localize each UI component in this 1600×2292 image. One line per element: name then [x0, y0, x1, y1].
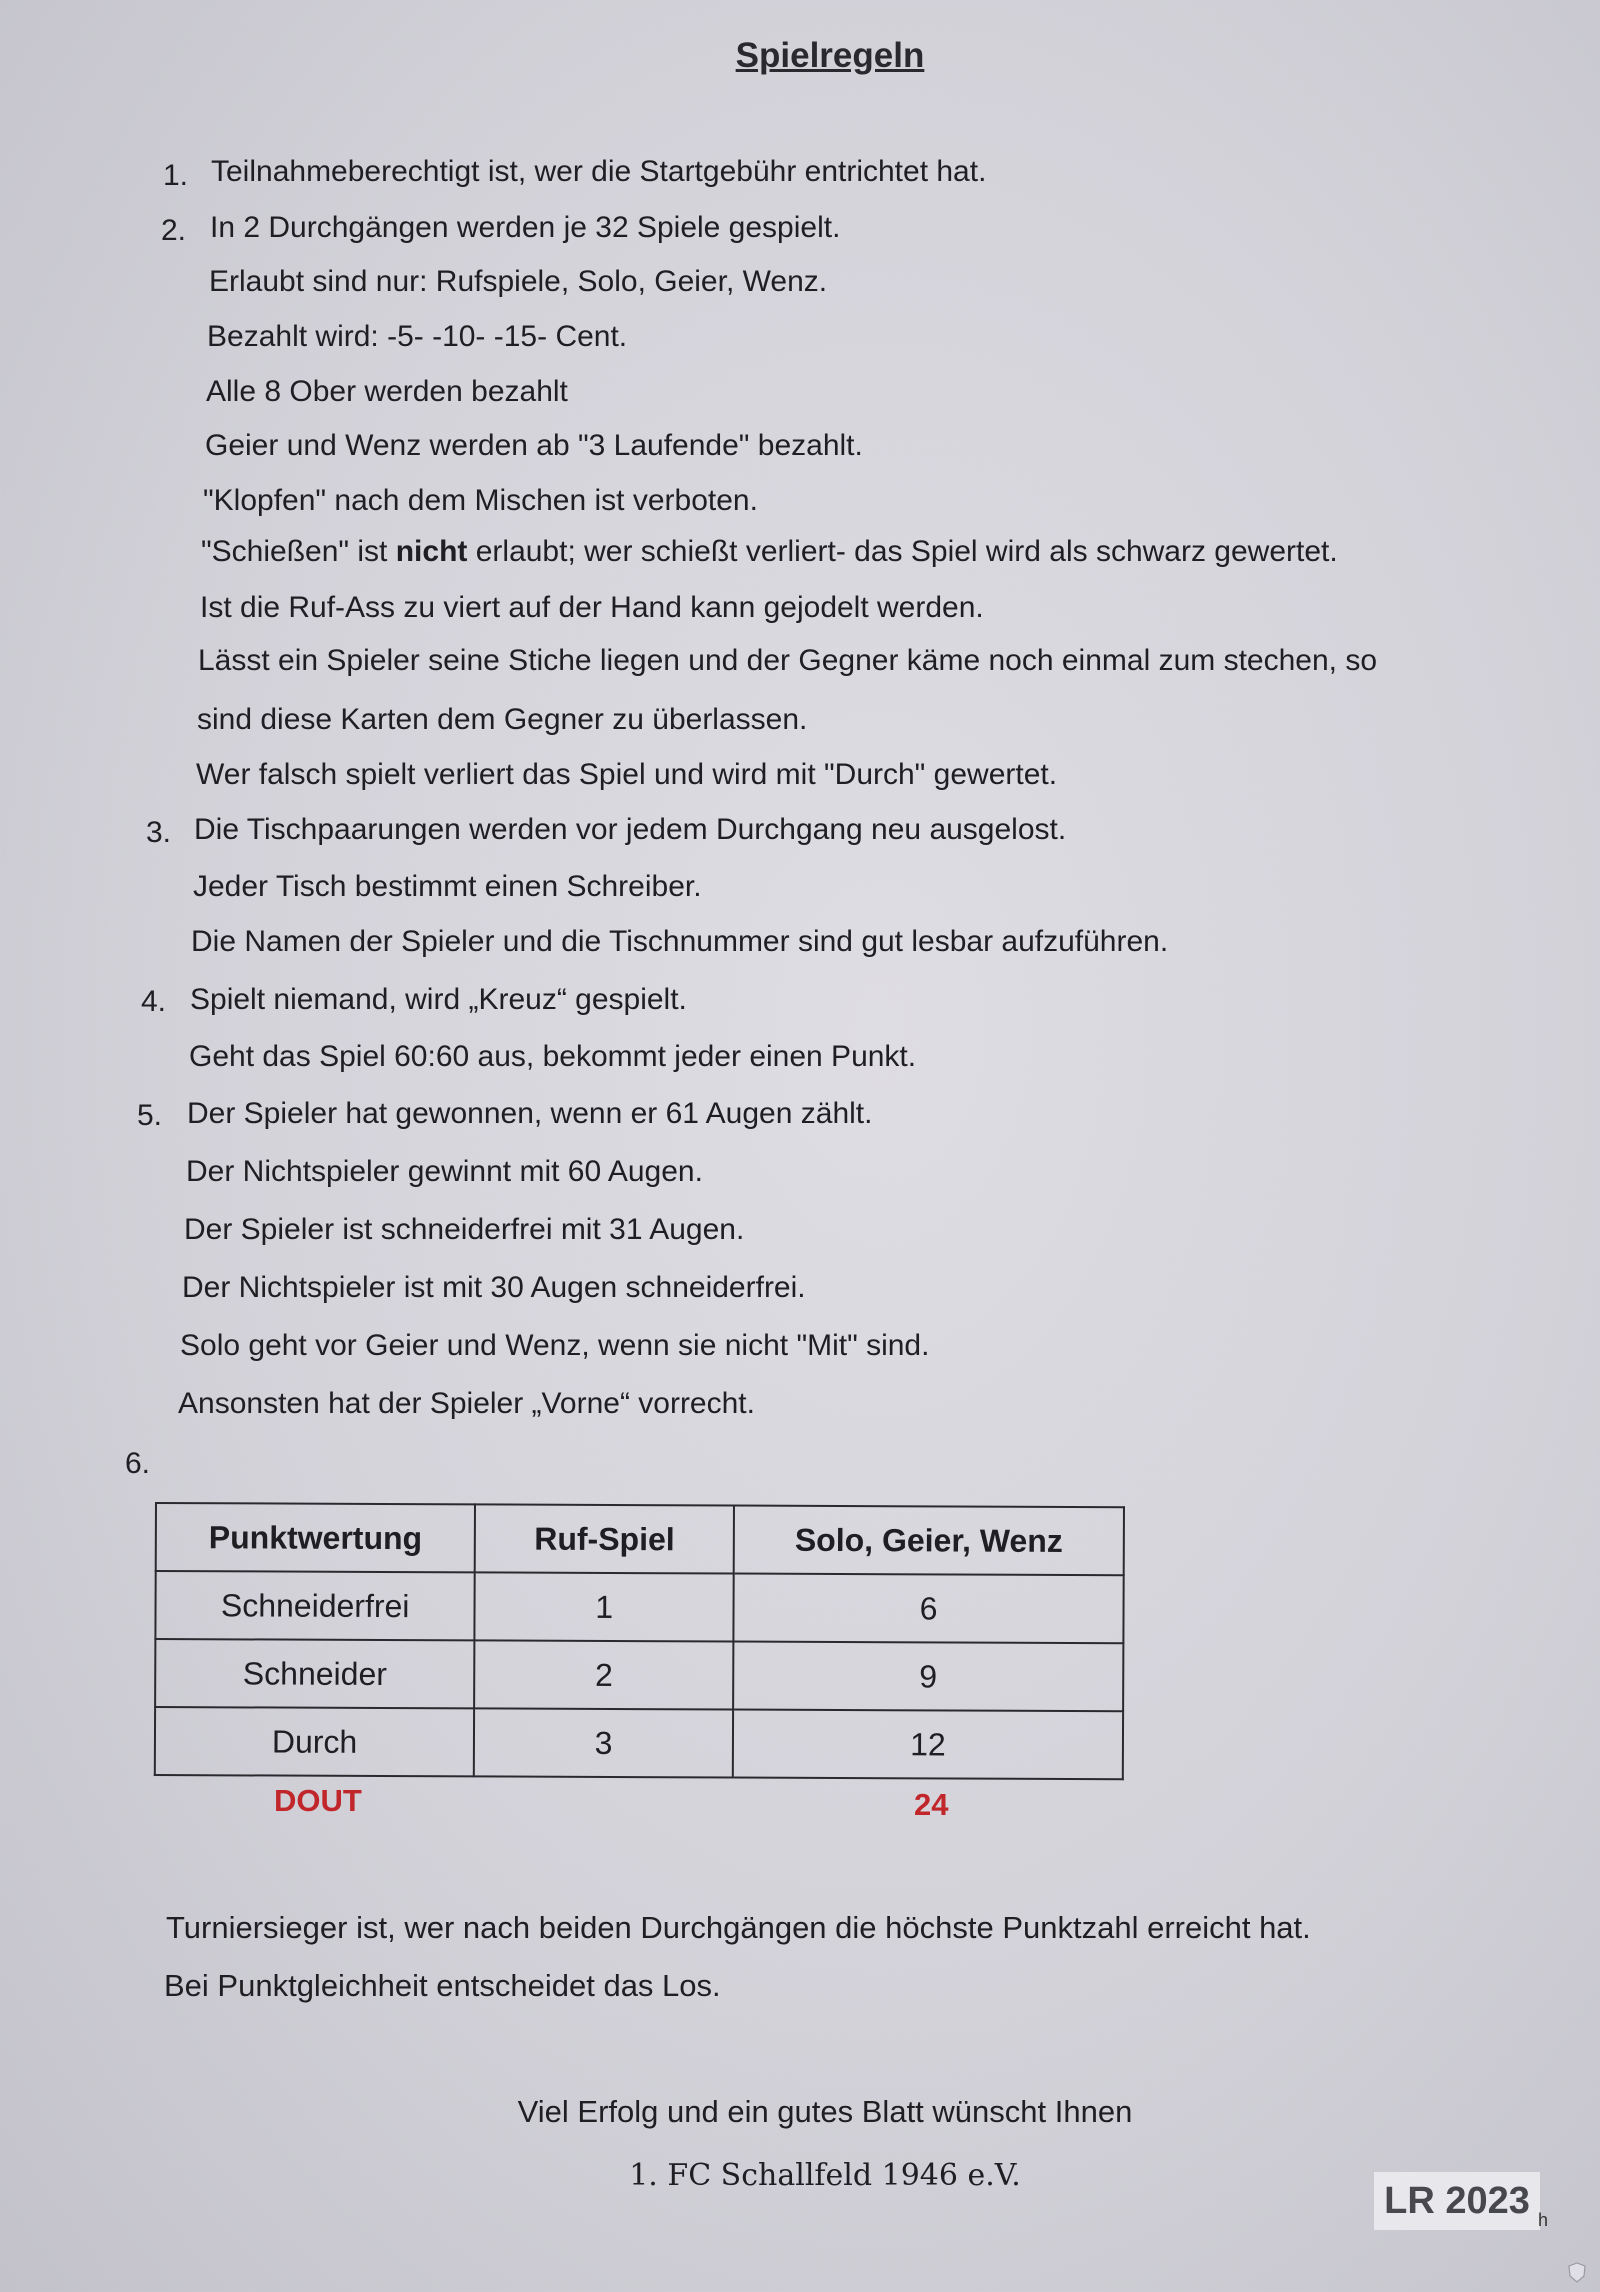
table-header: Ruf-Spiel — [475, 1504, 734, 1573]
rule-line: Erlaubt sind nur: Rufspiele, Solo, Geier, Wenz. — [209, 265, 828, 298]
table-cell: Schneiderfrei — [155, 1571, 475, 1640]
page-title: Spielregeln — [735, 36, 925, 75]
handwritten-note-dout: DOUT — [274, 1783, 362, 1818]
table-cell: Schneider — [155, 1639, 475, 1708]
rule-line: Der Spieler hat gewonnen, wenn er 61 Augen zählt. — [187, 1097, 873, 1130]
watermark-suffix: h — [1538, 2210, 1549, 2230]
rule-number: 6. — [125, 1447, 151, 1480]
watermark-stamp: LR 2023 — [1374, 2172, 1540, 2230]
footer-line: Turniersieger ist, wer nach beiden Durchgängen die höchste Punktzahl erreicht hat. — [166, 1910, 1311, 1945]
rule-line: Geier und Wenz werden ab "3 Laufende" bezahlt. — [205, 429, 863, 462]
footer-line: Bei Punktgleichheit entscheidet das Los. — [164, 1968, 721, 2003]
rule-line: In 2 Durchgängen werden je 32 Spiele gespielt. — [210, 211, 841, 244]
table-header: Solo, Geier, Wenz — [734, 1506, 1124, 1576]
rule-line: Die Tischpaarungen werden vor jedem Durchgang neu ausgelost. — [194, 813, 1067, 846]
rule-line: Solo geht vor Geier und Wenz, wenn sie nicht "Mit" sind. — [180, 1329, 930, 1362]
closing-greeting: Viel Erfolg und ein gutes Blatt wünscht Ihnen — [517, 2094, 1133, 2129]
rule-number: 2. — [161, 214, 187, 247]
table-header: Punktwertung — [156, 1503, 476, 1572]
rule-number: 1. — [163, 159, 189, 192]
table-cell: 9 — [733, 1642, 1123, 1712]
rule-line: Der Nichtspieler ist mit 30 Augen schneiderfrei. — [182, 1271, 806, 1304]
rule-line: Geht das Spiel 60:60 aus, bekommt jeder einen Punkt. — [189, 1040, 917, 1073]
rule-number: 3. — [146, 816, 172, 849]
table-row — [155, 1571, 1123, 1643]
table-cell: 3 — [474, 1708, 733, 1777]
score-table — [154, 1502, 1125, 1780]
rule-line: sind diese Karten dem Gegner zu überlassen. — [197, 703, 808, 736]
rule-line: Lässt ein Spieler seine Stiche liegen und der Gegner käme noch einmal zum stechen, so — [198, 644, 1378, 677]
rule-line: Teilnahmeberechtigt ist, wer die Startgebühr entrichtet hat. — [211, 155, 987, 188]
rule-line: "Klopfen" nach dem Mischen ist verboten. — [203, 484, 758, 517]
rule-line: Die Namen der Spieler und die Tischnummer sind gut lesbar aufzuführen. — [191, 925, 1169, 958]
rule-line: Der Spieler ist schneiderfrei mit 31 Augen. — [184, 1213, 745, 1246]
table-cell: Durch — [155, 1707, 475, 1776]
rule-line: Jeder Tisch bestimmt einen Schreiber. — [193, 870, 702, 903]
rule-line: Ist die Ruf-Ass zu viert auf der Hand kann gejodelt werden. — [200, 591, 984, 624]
table-row — [155, 1639, 1123, 1711]
table-cell: 6 — [733, 1574, 1123, 1644]
rule-number: 5. — [137, 1099, 163, 1132]
rule-line: Spielt niemand, wird „Kreuz“ gespielt. — [190, 983, 687, 1016]
rule-line: Ansonsten hat der Spieler „Vorne“ vorrecht. — [178, 1387, 755, 1420]
rule-line: Bezahlt wird: -5- -10- -15- Cent. — [207, 320, 628, 353]
shield-icon — [1566, 2262, 1588, 2284]
shoot-rule-emphasis: nicht — [395, 535, 468, 568]
table-header-row — [156, 1503, 1124, 1575]
table-cell: 12 — [733, 1710, 1123, 1780]
rule-line: Wer falsch spielt verliert das Spiel und wird mit "Durch" gewertet. — [196, 758, 1058, 791]
rule-line: Der Nichtspieler gewinnt mit 60 Augen. — [186, 1155, 703, 1188]
rule-number: 4. — [141, 985, 167, 1018]
club-name: 1. FC Schallfeld 1946 e.V. — [629, 2158, 1021, 2193]
table-row — [155, 1707, 1123, 1779]
table-cell: 1 — [475, 1572, 734, 1641]
shoot-rule-line: "Schießen" ist nicht erlaubt; wer schießt verliert- das Spiel wird als schwarz gewertet. — [201, 535, 1338, 568]
rule-line: Alle 8 Ober werden bezahlt — [206, 375, 568, 408]
table-cell: 2 — [474, 1640, 733, 1709]
handwritten-note-24: 24 — [914, 1787, 949, 1822]
